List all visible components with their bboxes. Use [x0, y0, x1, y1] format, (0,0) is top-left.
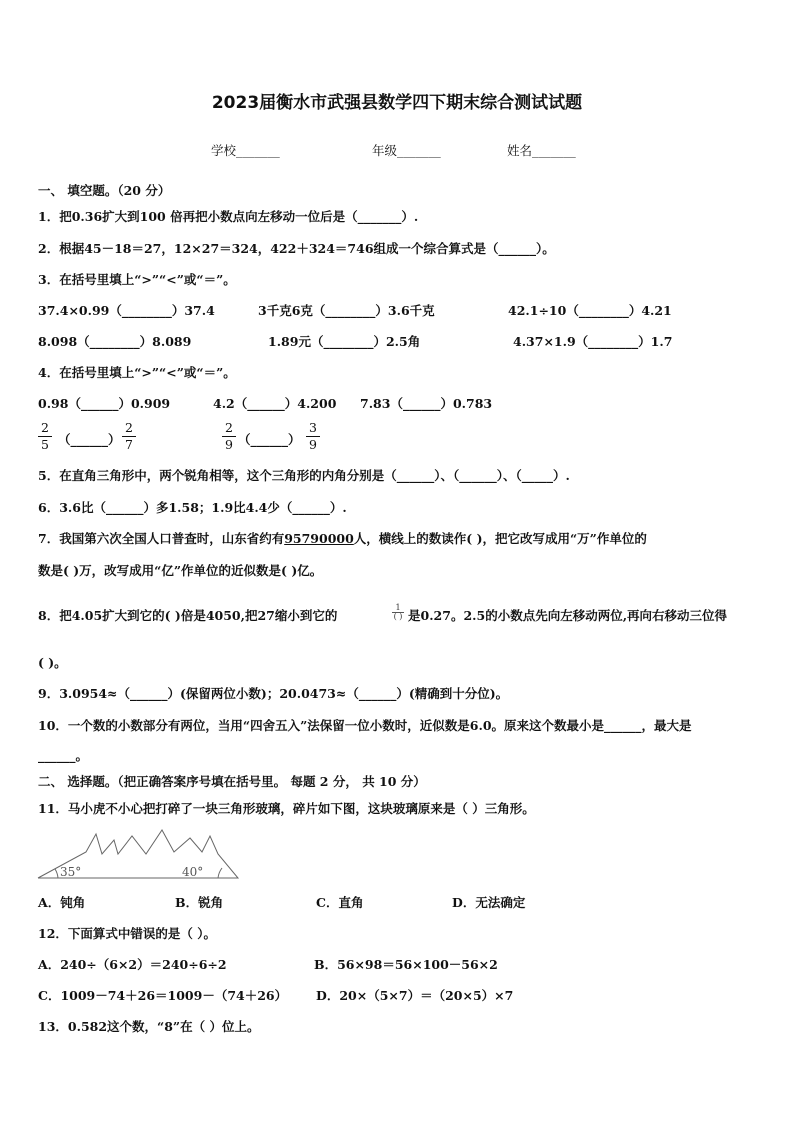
question-6: 6．3.6比（______）多1.58；1.9比4.4少（______）. [38, 500, 347, 515]
q11-option-b: B．锐角 [175, 895, 224, 910]
q12-option-b: B．56×98＝56×100－56×2 [314, 957, 498, 972]
angle-arc-left [55, 869, 58, 878]
q11-option-c: C．直角 [316, 895, 364, 910]
section-2-heading: 二、 选择题。（把正确答案序号填在括号里。 每题 2 分， 共 10 分） [38, 774, 426, 789]
q3-item-5: 1.89元（________）2.5角 [268, 334, 421, 349]
question-3: 3．在括号里填上“>”“<”或“＝”。 [38, 272, 236, 287]
q11-option-a: A．钝角 [38, 895, 86, 910]
question-8-text-c: ( )。 [38, 655, 67, 670]
question-1: 1．把0.36扩大到100 倍再把小数点向左移动一位后是（_______）. [38, 209, 419, 224]
question-2: 2．根据45－18＝27，12×27＝324，422＋324＝746组成一个综合算式是（______）。 [38, 241, 555, 256]
angle-label-left: 35° [60, 865, 82, 879]
q11-option-d: D．无法确定 [452, 895, 526, 910]
question-8-text-b: 是0.27。2.5的小数点先向左移动两位,再向右移动三位得 [408, 608, 728, 623]
name-field: 姓名_______ [507, 143, 576, 158]
section-1-heading: 一、 填空题。（20 分） [38, 183, 171, 198]
question-7-line-1 [38, 531, 647, 547]
question-8-text-a: 8．把4.05扩大到它的( )倍是4050,把27缩小到它的 [38, 608, 338, 623]
q12-option-c: C．1009－74＋26＝1009－（74＋26） [38, 988, 288, 1003]
q4-fraction-2-5: 2 5 [38, 421, 52, 452]
q3-item-2: 3千克6克（________）3.6千克 [258, 303, 435, 318]
angle-arc-right [218, 868, 222, 878]
question-11: 11．马小虎不小心把打碎了一块三角形玻璃，碎片如下图，这块玻璃原来是（ ）三角形。 [38, 801, 535, 816]
q4-item-3: 7.83（______）0.783 [360, 396, 493, 411]
q7-text-a: 7．我国第六次全国人口普查时，山东省约有 [38, 531, 285, 546]
question-4: 4．在括号里填上“>”“<”或“＝”。 [38, 365, 236, 380]
q3-item-4: 8.098（________）8.089 [38, 334, 192, 349]
q12-option-a: A．240÷（6×2）＝240÷6÷2 [38, 957, 227, 972]
question-13: 13．0.582这个数，“8”在（ ）位上。 [38, 1019, 260, 1034]
q7-text-b: 人，横线上的数读作( )，把它改写成用“万”作单位的 [353, 531, 647, 546]
q3-item-1: 37.4×0.99（________）37.4 [38, 303, 215, 318]
q3-item-6: 4.37×1.9（________）1.7 [513, 334, 673, 349]
question-12: 12．下面算式中错误的是（ ）。 [38, 926, 216, 941]
q4-fraction-2-7: 2 7 [122, 421, 136, 452]
q8-fraction: 1 ( ) [393, 603, 403, 621]
q4-item-1: 0.98（______）0.909 [38, 396, 171, 411]
q4-fraction-3-9: 3 9 [306, 421, 320, 452]
broken-glass-triangle-figure [36, 826, 242, 882]
question-7-line-2: 数是( )万，改写成用“亿”作单位的近似数是( )亿。 [38, 563, 323, 578]
page-title: 2023届衡水市武强县数学四下期末综合测试试题 [211, 93, 583, 113]
angle-label-right: 40° [182, 865, 204, 879]
question-10-line-2: ______。 [38, 748, 89, 763]
q4-item-2: 4.2（______）4.200 [213, 396, 337, 411]
q3-item-3: 42.1÷10（________）4.21 [508, 303, 672, 318]
q7-population-number: 95790000 [284, 531, 354, 546]
q4-fraction-2-9: 2 9 [222, 421, 236, 452]
school-field: 学校_______ [211, 143, 280, 158]
question-5: 5．在直角三角形中，两个锐角相等，这个三角形的内角分别是（______）、（______）、（_____）. [38, 468, 570, 483]
q12-option-d: D．20×（5×7）＝（20×5）×7 [316, 988, 514, 1003]
q4-blank-1: （______） [58, 432, 121, 447]
question-9: 9．3.0954≈（______）(保留两位小数)；20.0473≈（______）(精确到十分位)。 [38, 686, 509, 701]
grade-field: 年级_______ [372, 143, 441, 158]
q4-blank-2: （______） [238, 432, 301, 447]
question-10-line-1: 10．一个数的小数部分有两位，当用“四舍五入”法保留一位小数时，近似数是6.0。原来这个数最小是______，最大是 [38, 718, 692, 733]
